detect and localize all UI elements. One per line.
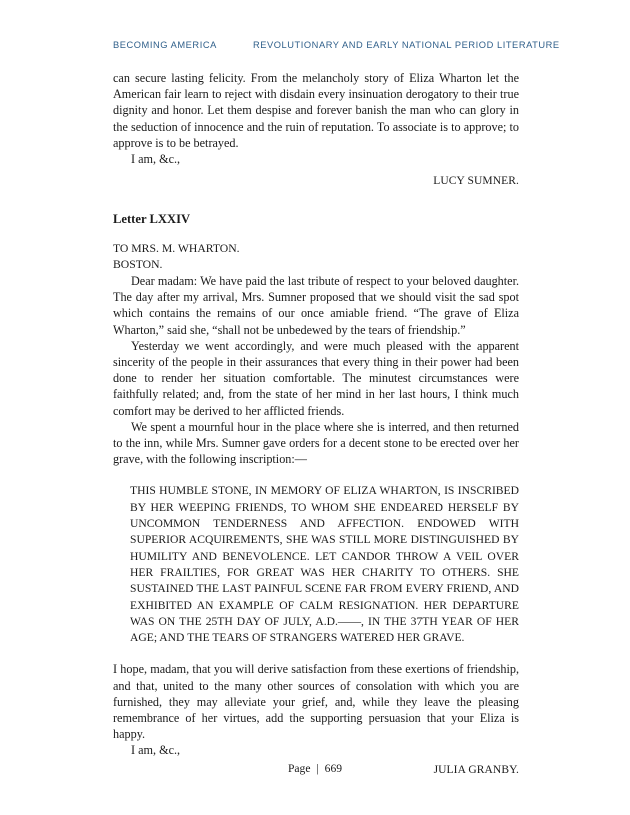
page-separator: | [316, 762, 319, 775]
running-header [113, 40, 560, 50]
grave-inscription: THIS HUMBLE STONE, IN MEMORY OF ELIZA WHARTON, IS INSCRIBED BY HER WEEPING FRIENDS, TO WHOM SHE ENDEARED HERSELF BY UNCOMMON TENDERNESS AND AFFECTION. ENDOWED WITH SUPERIOR ACQUIREMENTS, SHE WAS STILL MORE DISTINGUISHED BY HUMILITY AND BENEVOLENCE. LET CANDOR THROW A VEIL OVER HER FRAILTIES, FOR GREAT WAS HER CHARITY TO OTHERS. SHE SUSTAINED THE LAST PAINFUL SCENE FAR FROM EVERY FRIEND, AND EXHIBITED AN EXAMPLE OF CALM RESIGNATION. HER DEPARTURE WAS ON THE 25TH DAY OF JULY, A.D.——, IN THE 37TH YEAR OF HER AGE; AND THE TEARS OF STRANGERS WATERED HER GRAVE. [130, 484, 519, 645]
letter-closing: I am, &c., [131, 152, 181, 167]
page-label: Page [287, 762, 311, 775]
book-title: BECOMING AMERICA [113, 40, 217, 50]
letter-paragraph-4: I hope, madam, that you will derive satisfaction from these exertions of friendship, and that, united to the many other sources of consolation with which you are furnished, they may alleviate your grief, and, while they leave the pleasing remembrance of her virtues, add the supporting persuasion that your Eliza is happy. [113, 662, 519, 742]
letter-continuation-paragraph: can secure lasting felicity. From the melancholy story of Eliza Wharton let the American fair learn to reject with disdain every insinuation derogatory to their true dignity and honor. Let them despise and forever banish the man who can glory in the seduction of innocence and the ruin of reputation. To associate is to approve; to approve is to be betrayed. [113, 71, 519, 150]
address-city: BOSTON. [113, 257, 163, 271]
letter-heading: Letter LXXIV [113, 212, 191, 227]
page-footer [0, 762, 630, 775]
section-title: REVOLUTIONARY AND EARLY NATIONAL PERIOD LITERATURE [253, 40, 560, 50]
letter-paragraph-3: We spent a mournful hour in the place where she is interred, and then returned to the inn, while Mrs. Sumner gave orders for a decent stone to be erected over her grave, with the following inscription:— [113, 419, 519, 467]
address-recipient: TO MRS. M. WHARTON. [113, 241, 240, 255]
letter-paragraph-2: Yesterday we went accordingly, and were much pleased with the apparent sincerity of the people in their assurances that every thing in their power had been done to render her situation comfortable. The minutest circumstances were faithfully related; and, from the state of her mind in her last hours, I think much comfort may be derived to her afflicted friends. [113, 338, 519, 418]
page-number: 669 [324, 762, 343, 775]
letter-signature: JULIA GRANBY. [433, 763, 519, 776]
letter-signature: LUCY SUMNER. [433, 175, 519, 188]
page-body [113, 70, 519, 778]
letter-paragraph-1: Dear madam: We have paid the last tribute of respect to your beloved daughter. The day after my arrival, Mrs. Sumner proposed that we should visit the sad spot which contains the remains of our once amiable friend. “The grave of Eliza Wharton,” said she, “shall not be unbedewed by the tears of friendship.” [113, 274, 519, 337]
letter-closing: I am, &c., [131, 743, 181, 758]
